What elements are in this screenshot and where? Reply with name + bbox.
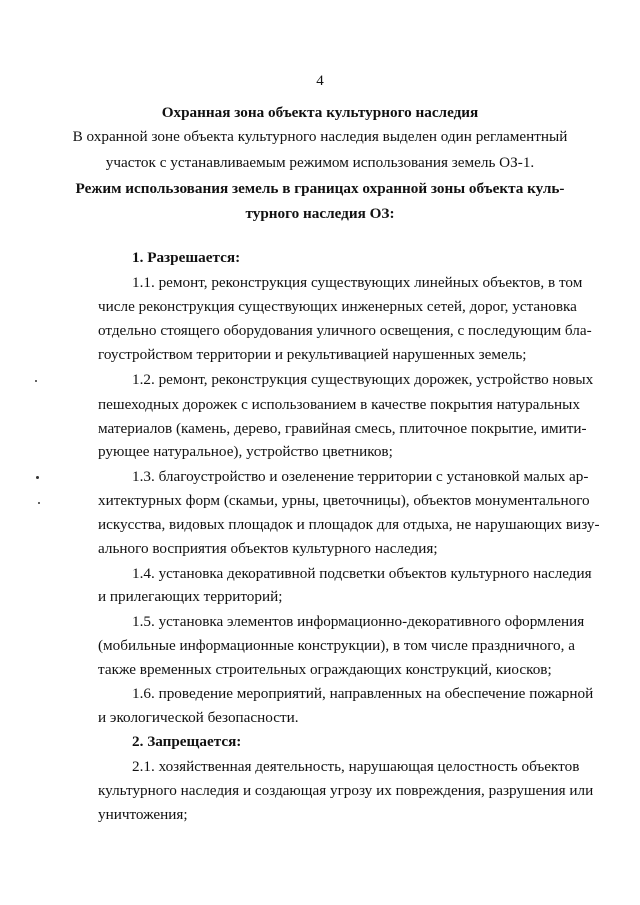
- allowed-item-line: пешеходных дорожек с использованием в качестве покрытия натуральных: [98, 396, 580, 413]
- allowed-item-line: и прилегающих территорий;: [98, 588, 283, 605]
- allowed-item-line: искусства, видовых площадок и площадок для отдыха, не нарушающих визу-: [98, 516, 600, 533]
- intro-line: В охранной зоне объекта культурного наследия выделен один регламентный: [72, 128, 568, 145]
- allowed-item-line: 1.2. ремонт, реконструкция существующих дорожек, устройство новых: [132, 371, 594, 388]
- scan-speck: [36, 476, 39, 479]
- forbidden-item-line: уничтожения;: [98, 806, 188, 823]
- scan-speck: [35, 380, 37, 382]
- allowed-item-line: (мобильные информационные конструкции), в том числе праздничного, а: [98, 637, 575, 654]
- allowed-item-line: и экологической безопасности.: [98, 709, 299, 726]
- allowed-item-line: ального восприятия объектов культурного наследия;: [98, 540, 438, 557]
- allowed-item-line: гоустройством территории и рекультивацией нарушенных земель;: [98, 346, 527, 363]
- forbidden-item-line: культурного наследия и создающая угрозу их повреждения, разрушения или: [98, 782, 594, 799]
- page-number: 4: [316, 73, 324, 89]
- regime-title-line: Режим использования земель в границах охранной зоны объекта куль-: [75, 180, 565, 197]
- allowed-item-line: 1.4. установка декоративной подсветки объектов культурного наследия: [132, 565, 592, 582]
- allowed-item-line: числе реконструкция существующих инженерных сетей, дорог, установка: [98, 298, 577, 315]
- allowed-item-line: отдельно стоящего оборудования уличного освещения, с последующим бла-: [98, 322, 592, 339]
- section-heading: Охранная зона объекта культурного наследия: [161, 104, 479, 121]
- allowed-item-line: хитектурных форм (скамьи, урны, цветочницы), объектов монументального: [98, 492, 590, 509]
- regime-title-line: турного наследия ОЗ:: [245, 205, 395, 222]
- allowed-item-line: 1.5. установка элементов информационно-декоративного оформления: [132, 613, 585, 630]
- forbidden-heading: 2. Запрещается:: [132, 733, 242, 750]
- allowed-heading: 1. Разрешается:: [132, 249, 241, 266]
- allowed-item-line: 1.1. ремонт, реконструкция существующих линейных объектов, в том: [132, 274, 583, 291]
- forbidden-item-line: 2.1. хозяйственная деятельность, нарушающая целостность объектов: [132, 758, 580, 775]
- intro-line: участок с устанавливаемым режимом использования земель ОЗ-1.: [105, 154, 535, 171]
- allowed-item-line: рующее натуральное), устройство цветников;: [98, 443, 393, 460]
- allowed-item-line: также временных строительных ограждающих конструкций, киосков;: [98, 661, 552, 678]
- scan-speck: [38, 502, 40, 504]
- allowed-item-line: 1.6. проведение мероприятий, направленных на обеспечение пожарной: [132, 685, 594, 702]
- allowed-item-line: 1.3. благоустройство и озеленение территории с установкой малых ар-: [132, 468, 589, 485]
- allowed-item-line: материалов (камень, дерево, гравийная смесь, плиточное покрытие, имити-: [98, 420, 587, 437]
